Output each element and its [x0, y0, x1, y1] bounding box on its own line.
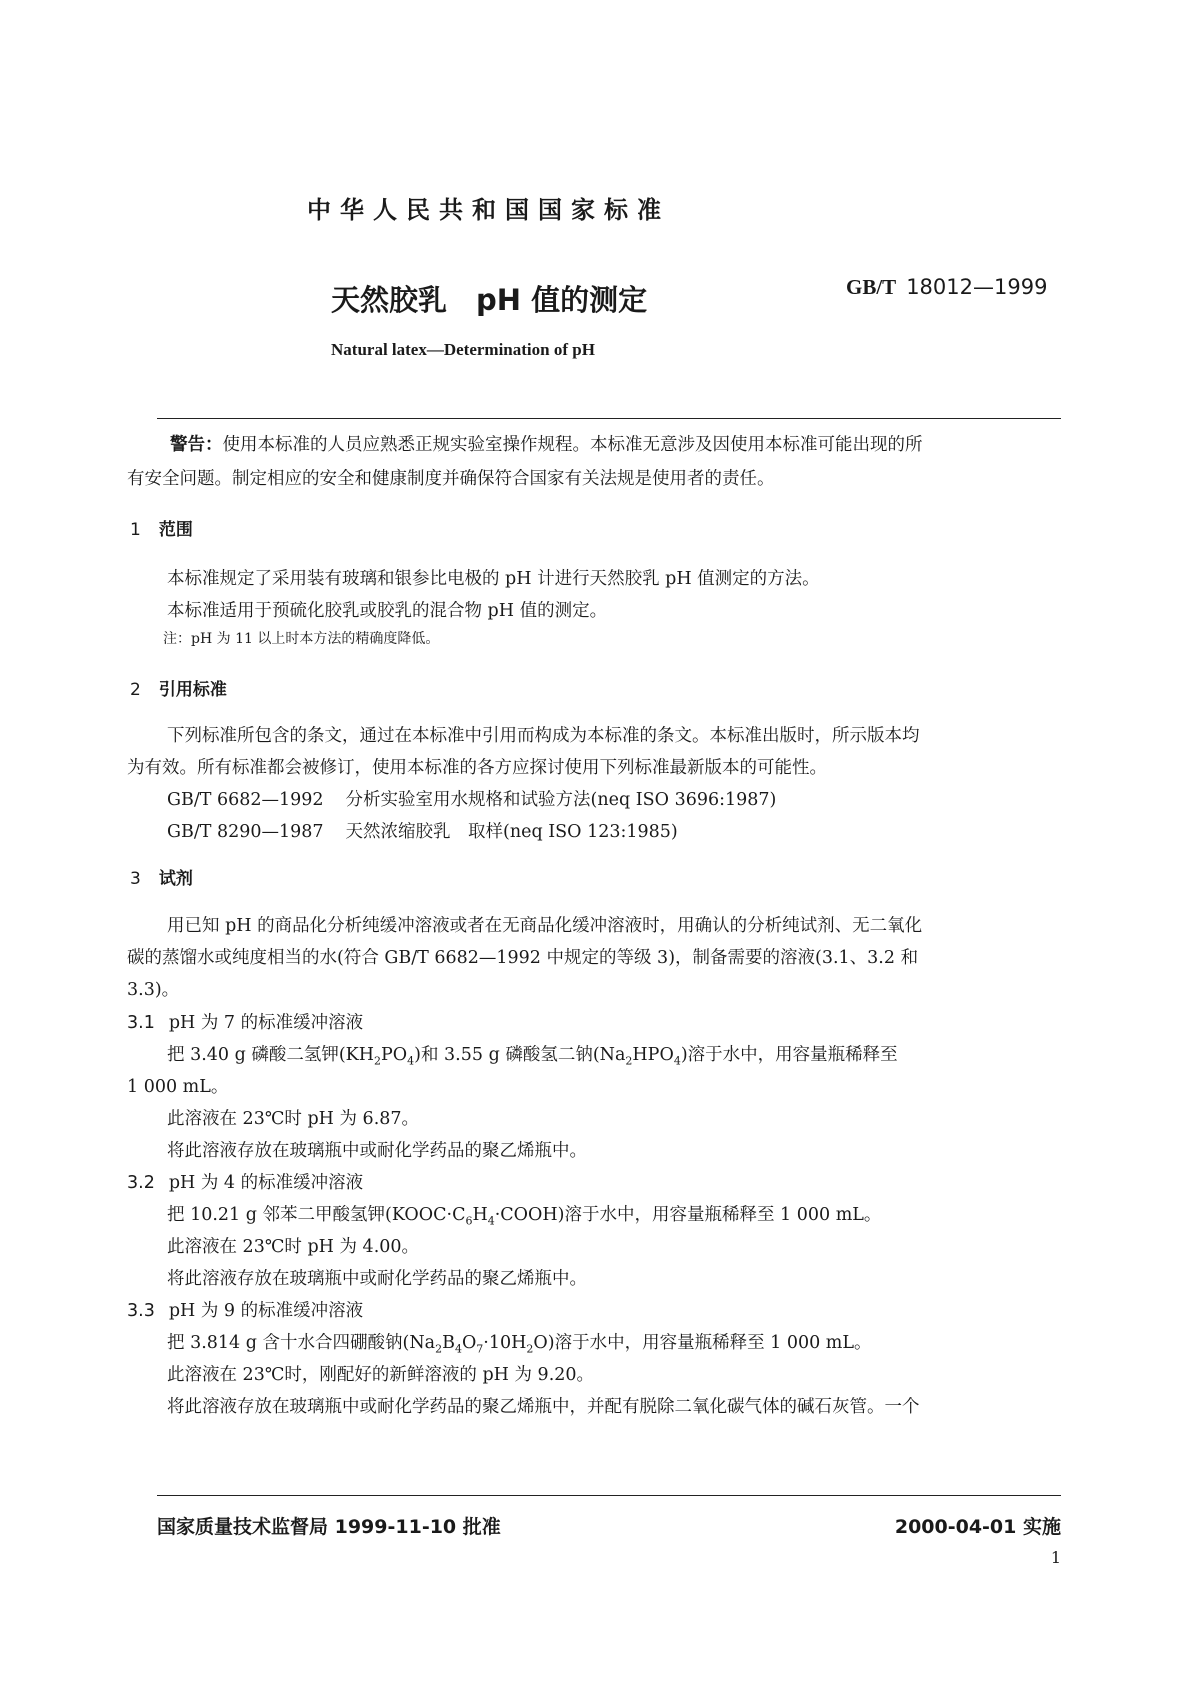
reference-2: [167, 815, 678, 849]
section-2-para-line-2: 为有效。所有标准都会被修订，使用本标准的各方应探讨使用下列标准最新版本的可能性。: [127, 758, 827, 778]
subsection-3-2-number: 3.2: [127, 1173, 155, 1193]
standard-number: [846, 275, 1047, 300]
section-2-number: 2: [130, 680, 141, 700]
subsection-3-2-para-2: 此溶液在 23℃时 pH 为 4.00。: [167, 1237, 420, 1257]
warning-line-2: 有安全问题。制定相应的安全和健康制度并确保符合国家有关法规是使用者的责任。: [127, 469, 775, 489]
subsection-3-1-para-2: 此溶液在 23℃时 pH 为 6.87。: [167, 1109, 420, 1129]
page-number: 1: [1050, 1548, 1061, 1567]
section-2-title: 引用标准: [158, 680, 227, 700]
section-1-number: 1: [130, 520, 141, 540]
subsection-3-3-para-1: 把 3.814 g 含十水合四硼酸钠$(Na_2B_4O_7\cdot 10H_2O)$溶于水中，用容量瓶稀释至 1 000 mL。: [167, 1333, 872, 1356]
warning-line-1: [170, 428, 923, 462]
section-3-para-line-2: 碳的蒸馏水或纯度相当的水(符合 GB/T 6682—1992 中规定的等级 3)，制备需要的溶液(3.1、3.2 和: [127, 948, 919, 968]
english-title: Natural latex—Determination of pH: [331, 340, 595, 359]
document-title: 天然胶乳 pH 值的测定: [331, 283, 648, 317]
section-1-heading: [130, 515, 193, 540]
standard-prefix: GB/T: [846, 275, 897, 299]
national-standard-heading: 中华人民共和国国家标准: [307, 196, 670, 224]
subsection-3-2-para-3: 将此溶液存放在玻璃瓶中或耐化学药品的聚乙烯瓶中。: [167, 1269, 587, 1289]
section-1-para-2: 本标准适用于预硫化胶乳或胶乳的混合物 pH 值的测定。: [167, 601, 608, 621]
standard-code: 18012—1999: [906, 275, 1048, 299]
section-3-number: 3: [130, 869, 141, 889]
subsection-3-3-para-2: 此溶液在 23℃时，刚配好的新鲜溶液的 pH 为 9.20。: [167, 1365, 595, 1385]
section-1-note: 注：pH 为 11 以上时本方法的精确度降低。: [163, 631, 440, 647]
reference-2-code: GB/T 8290—1987: [167, 822, 324, 842]
approval-date: 国家质量技术监督局 1999-11-10 批准: [157, 1516, 501, 1538]
subsection-3-1-title: pH 为 7 的标准缓冲溶液: [168, 1013, 364, 1033]
subsection-3-1-para-1: 把 3.40 g 磷酸二氢钾$(KH_2PO_4)$和 3.55 g 磷酸氢二钠$(Na_2HPO_4)$溶于水中，用容量瓶稀释至: [167, 1045, 898, 1068]
subsection-3-2-para-1: 把 10.21 g 邻苯二甲酸氢钾$(KOOC\cdot C_6H_4\cdot COOH)$溶于水中，用容量瓶稀释至 1 000 mL。: [167, 1205, 882, 1228]
subsection-3-1-para-3: 将此溶液存放在玻璃瓶中或耐化学药品的聚乙烯瓶中。: [167, 1141, 587, 1161]
section-2-para-line-1: 下列标准所包含的条文，通过在本标准中引用而构成为本标准的条文。本标准出版时，所示版本均: [167, 726, 920, 746]
reference-1: [167, 783, 776, 817]
section-3-para-line-1: 用已知 pH 的商品化分析纯缓冲溶液或者在无商品化缓冲溶液时，用确认的分析纯试剂、无二氧化: [167, 916, 923, 936]
section-1-para-1: 本标准规定了采用装有玻璃和银参比电极的 pH 计进行天然胶乳 pH 值测定的方法。: [167, 569, 820, 589]
subsection-3-3-number: 3.3: [127, 1301, 155, 1321]
section-1-title: 范围: [158, 520, 193, 540]
warning-text-1: 使用本标准的人员应熟悉正规实验室操作规程。本标准无意涉及因使用本标准可能出现的所: [222, 435, 923, 455]
effective-date: 2000-04-01 实施: [894, 1516, 1061, 1538]
section-3-heading: [130, 864, 193, 889]
subsection-3-1-heading: [127, 1006, 363, 1040]
reference-1-title: 分析实验室用水规格和试验方法(neq ISO 3696:1987): [345, 790, 777, 810]
footer-divider: [157, 1495, 1061, 1496]
subsection-3-2-title: pH 为 4 的标准缓冲溶液: [168, 1173, 364, 1193]
section-2-heading: [130, 675, 227, 700]
subsection-3-3-heading: [127, 1294, 363, 1328]
header-divider: [157, 418, 1061, 419]
subsection-3-1-number: 3.1: [127, 1013, 155, 1033]
subsection-3-2-heading: [127, 1166, 363, 1200]
subsection-3-3-para-3: 将此溶液存放在玻璃瓶中或耐化学药品的聚乙烯瓶中，并配有脱除二氧化碳气体的碱石灰管。一个: [167, 1397, 920, 1417]
warning-label: 警告：: [170, 435, 223, 455]
reference-1-code: GB/T 6682—1992: [167, 790, 324, 810]
subsection-3-3-title: pH 为 9 的标准缓冲溶液: [168, 1301, 364, 1321]
subsection-3-1-para-1-line-2: 1 000 mL。: [127, 1077, 229, 1097]
reference-2-title: 天然浓缩胶乳 取样(neq ISO 123:1985): [345, 822, 678, 842]
section-3-title: 试剂: [158, 869, 193, 889]
section-3-para-line-3: 3.3)。: [127, 980, 180, 1000]
